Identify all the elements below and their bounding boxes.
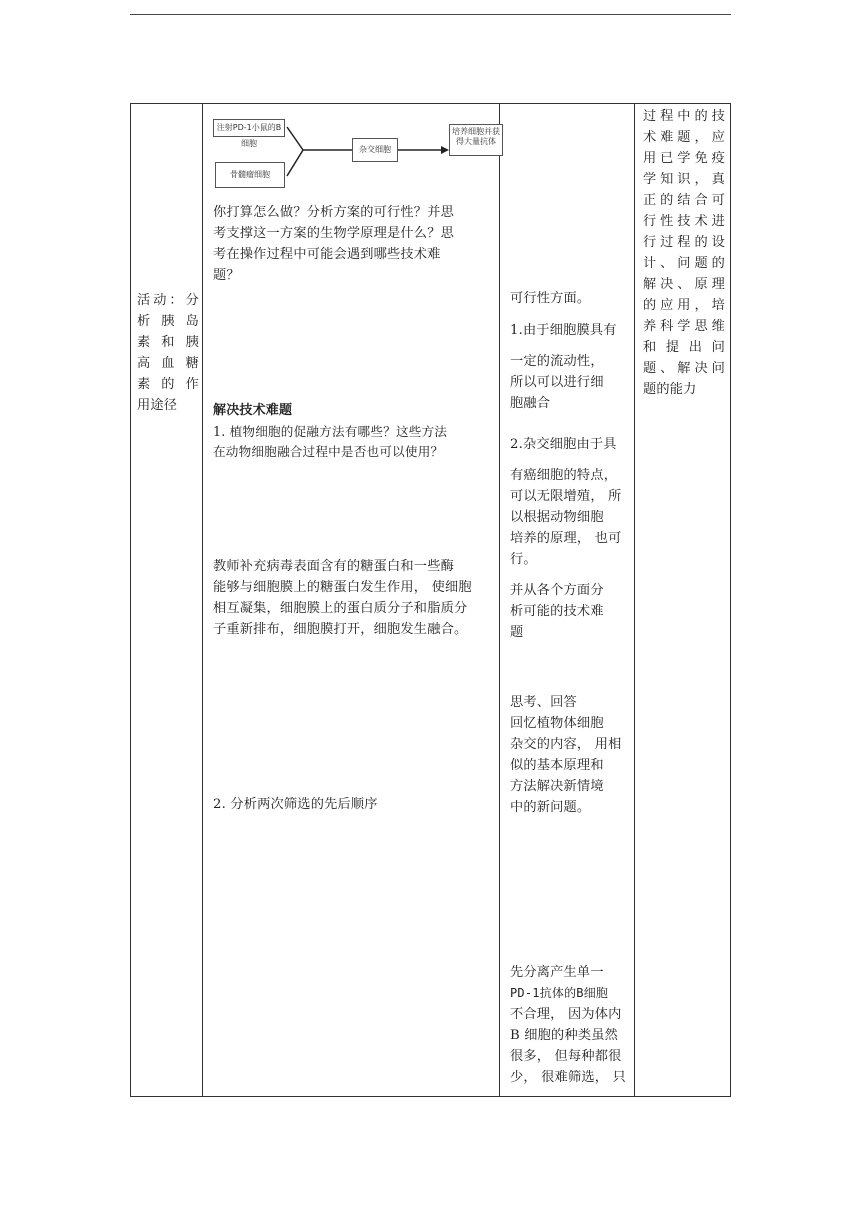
activity-line: 活动：分 — [137, 293, 199, 308]
text-line: 学知识，真 — [643, 172, 725, 187]
text-line: 并从各个方面分 — [510, 583, 604, 598]
flow-box-culture — [449, 124, 503, 156]
text-line: 可以无限增殖， 所 — [510, 489, 622, 504]
activity-line: 析 胰 岛 — [137, 314, 199, 329]
text-line: 用已学免疫 — [643, 151, 725, 166]
flow-box-culture-line: 得大量抗体 — [456, 137, 496, 146]
text-line: 题、解决问 — [643, 361, 725, 376]
think-answer — [510, 692, 632, 818]
analysis-note — [510, 580, 632, 643]
design-intent — [643, 106, 725, 400]
text-line: 方法解决新情境 — [510, 779, 604, 794]
text-line: 杂交的内容， 用相 — [510, 737, 622, 752]
text-line: 思考、回答 — [510, 695, 577, 710]
text-line: 胞融合 — [510, 396, 551, 411]
text-line: 1.由于细胞膜具有 — [510, 323, 617, 338]
text-line: 考支撑这一方案的生物学原理是什么？思 — [213, 226, 454, 241]
text-line: 行过程的设 — [643, 235, 725, 250]
text-line: 在动物细胞融合过程中是否也可以使用？ — [213, 444, 444, 459]
text-line: 不合理， 因为体内 — [510, 1007, 622, 1022]
lesson-plan-table — [130, 103, 731, 1097]
design-intent-cell — [635, 104, 731, 1097]
text-line: 2.杂交细胞由于具 — [510, 437, 617, 452]
text-line: 以根据动物细胞 — [510, 510, 604, 525]
text-line: 计、问题的 — [643, 256, 725, 271]
text-line: 正的结合可 — [643, 193, 725, 208]
text-line: 回忆植物体细胞 — [510, 716, 604, 731]
student-activity-cell — [500, 104, 635, 1097]
text-line: 少， 很难筛选， 只 — [510, 1070, 626, 1085]
text-line: 先分离产生单一 — [510, 965, 604, 980]
activity-line: 素 和 胰 — [137, 335, 199, 350]
text-line: 你打算怎么做？分析方案的可行性？并思 — [213, 205, 454, 220]
text-line: 行性技术进 — [643, 214, 725, 229]
feasibility-point-2 — [510, 434, 632, 570]
text-line: 有癌细胞的特点， — [510, 468, 618, 483]
activity-line: 素 的 作 — [137, 377, 199, 392]
text-line: PD-1抗体的B细胞 — [510, 986, 609, 1000]
text-line: 1. 植物细胞的促融方法有哪些？这些方法 — [213, 424, 448, 439]
text-line: 过程中的技 — [643, 109, 725, 124]
text-line: 中的新问题。 — [510, 800, 591, 815]
text-line: 术难题，应 — [643, 130, 725, 145]
text-line: 和 提 出 问 — [643, 340, 725, 355]
activity-line: 高 血 糖 — [137, 356, 199, 371]
text-line: 题的能力 — [643, 382, 697, 397]
text-line: 考在操作过程中可能会遇到哪些技术难 — [213, 247, 441, 262]
text-line: 教师补充病毒表面含有的糖蛋白和一些酶 — [213, 559, 454, 574]
text-line: 很多， 但每种都很 — [510, 1049, 622, 1064]
feasibility-point-1 — [510, 320, 632, 414]
text-line: 所以可以进行细 — [510, 375, 604, 390]
text-line: 题 — [510, 625, 524, 640]
text-line: 行。 — [510, 552, 537, 567]
question-1 — [213, 422, 495, 462]
teacher-activity-cell — [203, 104, 500, 1097]
activity-line: 用途径 — [137, 398, 178, 413]
header-rule — [130, 14, 731, 15]
text-line: 解决、原理 — [643, 277, 725, 292]
activity-cell — [131, 104, 203, 1097]
screening-order-answer — [510, 962, 634, 1088]
text-line: 析可能的技术难 — [510, 604, 604, 619]
flow-box-myeloma: 骨髓瘤细胞 — [215, 162, 285, 188]
question-intro — [213, 202, 493, 286]
feasibility-title: 可行性方面。 — [510, 291, 591, 306]
text-line: 相互凝集，细胞膜上的蛋白质分子和脂质分 — [213, 601, 468, 616]
text-line: 养科学思维 — [643, 319, 725, 334]
text-line: 题？ — [213, 268, 240, 283]
flow-box-culture-line: 培养细胞并获 — [452, 127, 500, 136]
flow-box-hybrid: 杂交细胞 — [352, 138, 398, 162]
text-line: 培养的原理， 也可 — [510, 531, 622, 546]
flow-box-b-cell: 注射PD-1小鼠的B细胞 — [213, 119, 285, 137]
text-line: 的应用，培 — [643, 298, 725, 313]
text-line: 似的基本原理和 — [510, 758, 604, 773]
text-line: 能够与细胞膜上的糖蛋白发生作用， 使细胞 — [213, 580, 472, 595]
activity-label — [137, 290, 199, 416]
text-line: 一定的流动性， — [510, 354, 604, 369]
section-title: 解决技术难题 — [213, 403, 293, 418]
teacher-supplement — [213, 556, 497, 640]
text-line: 子重新排布，细胞膜打开，细胞发生融合。 — [213, 622, 468, 637]
text-line: B 细胞的种类虽然 — [510, 1028, 618, 1043]
question-2: 2. 分析两次筛选的先后顺序 — [213, 797, 378, 812]
